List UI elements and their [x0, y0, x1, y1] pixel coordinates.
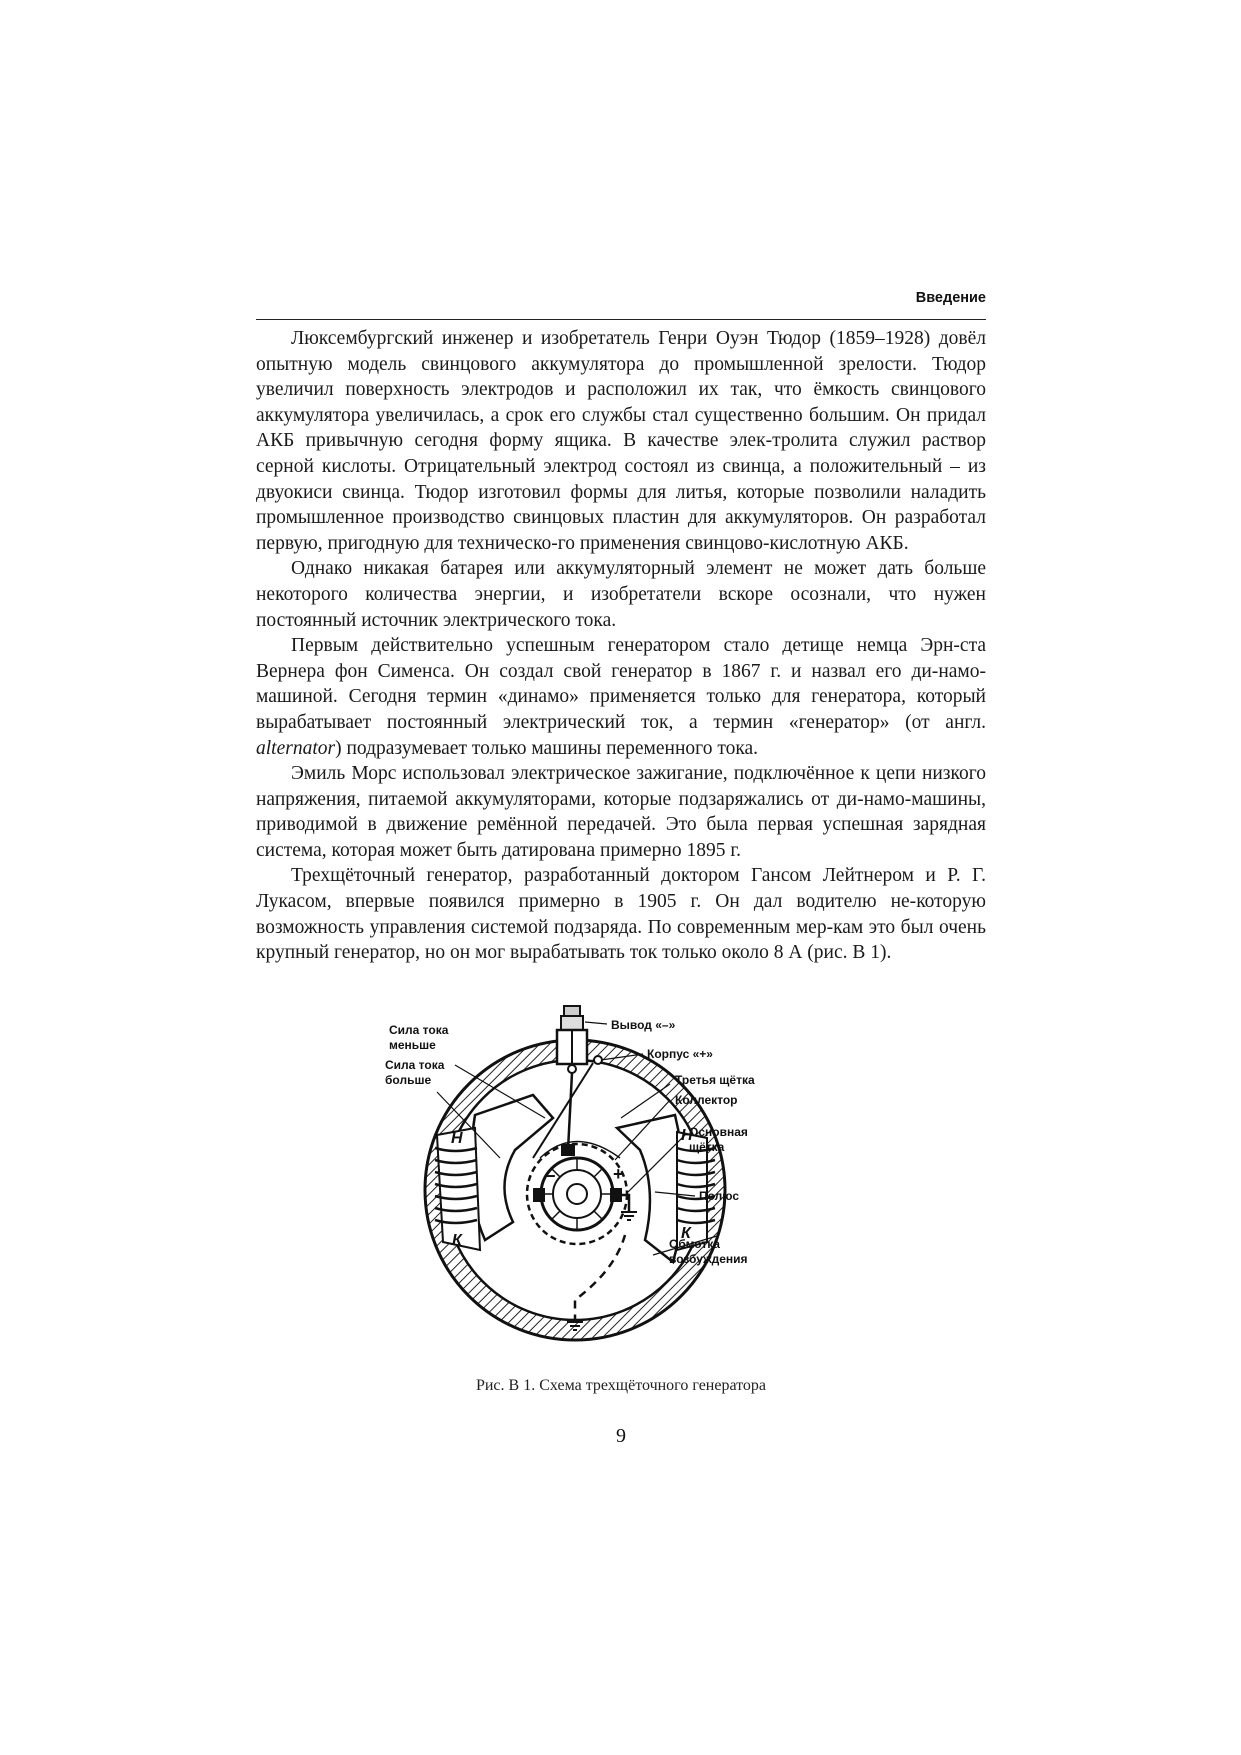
figure-caption: Рис. В 1. Схема трехщёточного генератора — [475, 1377, 767, 1394]
label-third-brush: Третья щётка — [675, 1073, 755, 1087]
body-text — [256, 326, 986, 966]
label-commutator: Коллектор — [675, 1093, 738, 1107]
generator-diagram — [385, 1000, 855, 1355]
paragraph-5: Трехщёточный генератор, разработанный доктором Гансом Лейтнером и Р. Г. Лукасом, впервые появился примерно в 1905 г. Он дал водителю не-которую возможность управления системой подзаряда. По современным мер-кам это был очень крупный генератор, но он мог вырабатывать ток только около 8 А (рис. В 1). — [256, 865, 986, 964]
label-housing-plus: Корпус «+» — [647, 1047, 713, 1061]
third-brush — [561, 1144, 575, 1156]
paragraph-1: Люксембургский инженер и изобретатель Генри Оуэн Тюдор (1859–1928) довёл опытную модель свинцового аккумулятора до промышленной зрелости. Тюдор увеличил поверхность электродов и расположил их так, что ёмкость свинцового аккумулятора увеличилась, а срок его службы стал существенно большим. Он придал АКБ привычную сегодня форму ящика. В качестве элек-тролита служил раствор серной кислоты. Отрицательный электрод состоял из свинца, а положительный – из двуокиси свинца. Тюдор изготовил формы для литья, которые позволили наладить промышленное производство свинцовых пластин для аккумуляторов. Он разработал первую, пригодную для техническо-го применения свинцово-кислотную АКБ. — [256, 328, 987, 554]
paragraph-2: Однако никакая батарея или аккумуляторный элемент не может дать больше некоторого количества энергии, и изобретатели вскоре осознали, что нужен постоянный источник электрического тока. — [256, 558, 986, 631]
main-brush — [610, 1188, 622, 1202]
running-head — [256, 289, 986, 320]
paragraph-4: Эмиль Морс использовал электрическое зажигание, подключённое к цепи низкого напряжения, питаемой аккумуляторами, которые подзаряжались от ди-намо-машины, приводимой в движение ремённой передачей. Это была первая успешная зарядная система, которая может быть датирована примерно 1895 г. — [256, 763, 987, 861]
negative-brush — [533, 1188, 545, 1202]
label-pole: Полюс — [699, 1189, 740, 1203]
minus-symbol: − — [545, 1166, 556, 1186]
page-number: 9 — [616, 1425, 626, 1447]
running-head-title: Введение — [915, 290, 986, 306]
italic-term: alternator — [256, 737, 336, 759]
pole-letter-n-left: Н — [451, 1130, 463, 1147]
label-current-more: Сила тока больше — [385, 1058, 445, 1087]
paragraph-3: Первым действительно успешным генератором стало детище немца Эрн-ста Вернера фон Сименса. Он создал свой генератор в 1867 г. и назвал его ди-намо-машиной. Сегодня термин «динамо» применяется только для генератора, который вырабатывает постоянный электрический ток, а термин «генератор» (от англ. alternator) подразумевает только машины переменного тока. — [256, 635, 986, 759]
plus-symbol: + — [613, 1164, 624, 1184]
label-current-less: Сила тока меньше — [389, 1023, 449, 1052]
pole-letter-k-left: К — [452, 1232, 462, 1249]
label-terminal-minus: Вывод «–» — [611, 1018, 676, 1032]
negative-terminal — [557, 1006, 602, 1073]
pole-letter-k-right: К — [681, 1225, 691, 1242]
pole-letter-n-right: Н — [681, 1127, 693, 1144]
label-main-brush: Основная щётка — [689, 1125, 748, 1154]
label-field-winding: Обмотка возбуждения — [669, 1237, 748, 1266]
